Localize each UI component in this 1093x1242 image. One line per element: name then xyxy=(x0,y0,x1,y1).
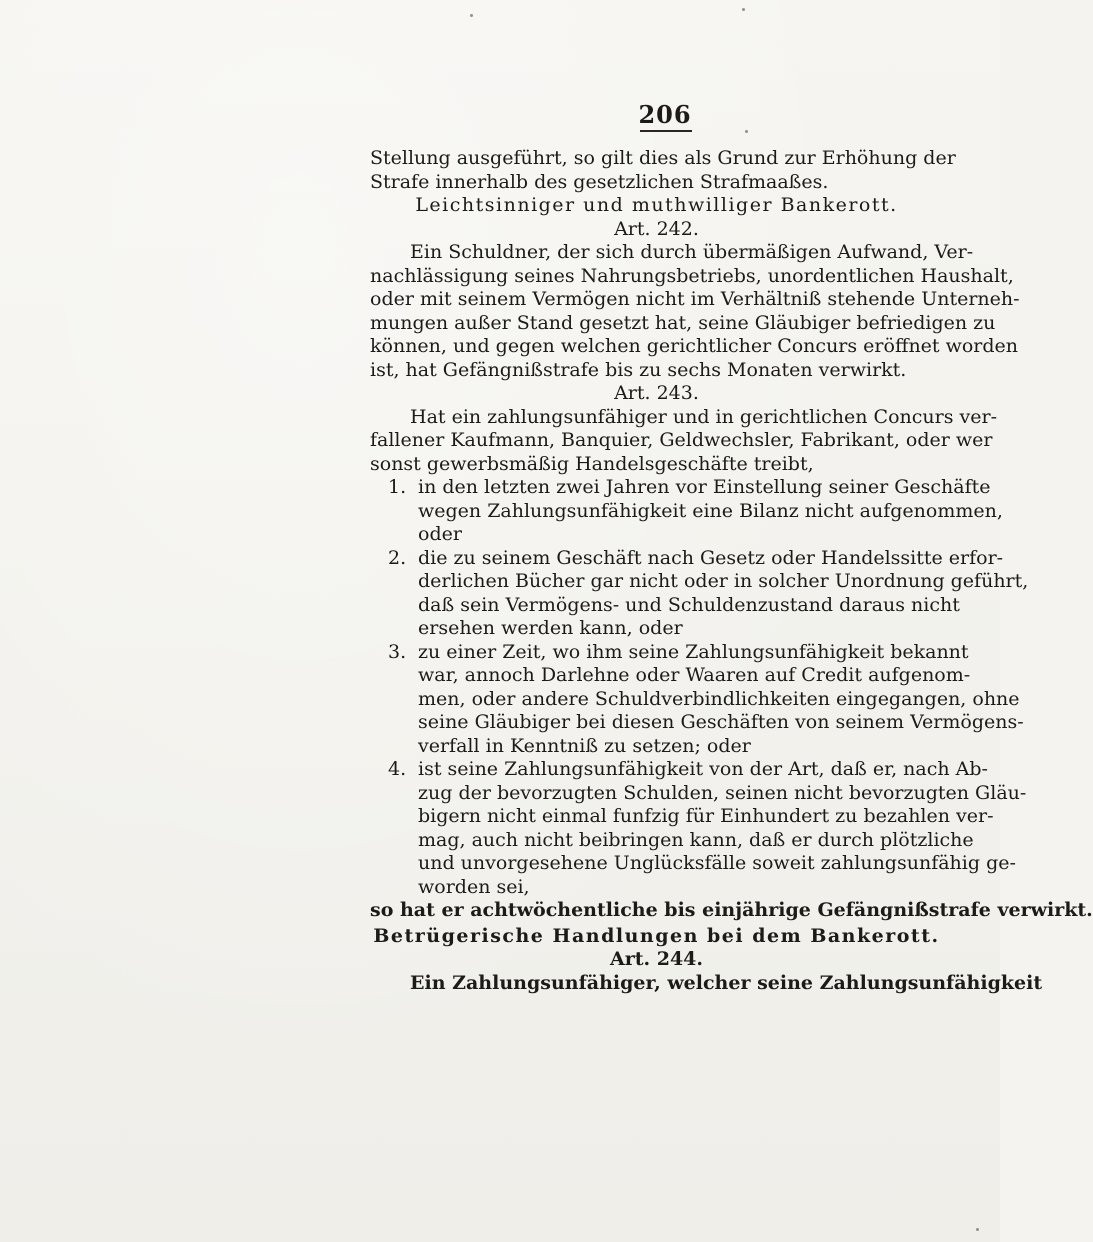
section-heading-leichtsinniger: Leichtsinniger und muthwilliger Bankerott. xyxy=(415,194,898,216)
list-item-line: war, annoch Darlehne oder Waaren auf Credit aufgenom- xyxy=(418,664,971,686)
article-243-closing: so hat er achtwöchentliche bis einjährige Gefängnißstrafe verwirkt. xyxy=(370,899,1093,921)
article-243-line: sonst gewerbsmäßig Handelsgeschäfte treibt, xyxy=(370,452,814,475)
article-242-line: Ein Schuldner, der sich durch übermäßigen Aufwand, Ver- xyxy=(410,241,974,263)
article-243-label: Art. 243. xyxy=(614,382,699,404)
list-item-line: in den letzten zwei Jahren vor Einstellung seiner Geschäfte xyxy=(418,476,991,498)
paper-speck xyxy=(976,1228,979,1231)
list-item-line: daß sein Vermögens- und Schuldenzustand daraus nicht xyxy=(418,593,960,616)
article-242-line: können, und gegen welchen gerichtlicher Concurs eröffnet worden xyxy=(370,335,1019,357)
text-column xyxy=(370,147,1093,995)
list-item-number: 4. xyxy=(388,758,407,780)
paper-speck xyxy=(742,8,745,11)
list-item-number: 2. xyxy=(388,546,407,569)
article-242-line: ist, hat Gefängnißstrafe bis zu sechs Monaten verwirkt. xyxy=(370,358,907,381)
page-number-rule xyxy=(640,130,692,132)
list-item-number: 3. xyxy=(388,640,407,663)
intro-line: Stellung ausgeführt, so gilt dies als Grund zur Erhöhung der xyxy=(370,147,956,169)
list-item-2 xyxy=(370,546,1029,641)
list-item-3 xyxy=(370,640,1024,759)
section-heading-betruegerische: Betrügerische Handlungen bei dem Bankerott. xyxy=(373,924,940,947)
article-244-line: Ein Zahlungsunfähiger, welcher seine Zahlungsunfähigkeit xyxy=(410,971,1043,994)
article-243-line: Hat ein zahlungsunfähiger und in gerichtlichen Concurs ver- xyxy=(410,405,997,428)
article-242-line: oder mit seinem Vermögen nicht im Verhältniß stehende Unterneh- xyxy=(370,288,1020,310)
list-item-line: und unvorgesehene Unglücksfälle soweit zahlungsunfähig ge- xyxy=(418,852,1016,874)
article-242-line: nachlässigung seines Nahrungsbetriebs, unordentlichen Haushalt, xyxy=(370,264,1014,287)
list-item-line: ist seine Zahlungsunfähigkeit von der Art, daß er, nach Ab- xyxy=(418,758,988,780)
list-item-line: derlichen Bücher gar nicht oder in solcher Unordnung geführt, xyxy=(418,570,1029,592)
article-242-line: mungen außer Stand gesetzt hat, seine Gläubiger befriedigen zu xyxy=(370,311,996,334)
paper-speck xyxy=(745,130,748,133)
list-item-line: men, oder andere Schuldverbindlichkeiten eingegangen, ohne xyxy=(418,687,1020,710)
list-item-1 xyxy=(370,476,1003,547)
list-item-4 xyxy=(370,758,1027,899)
article-243-line: fallener Kaufmann, Banquier, Geldwechsler, Fabrikant, oder wer xyxy=(370,429,993,451)
list-item-line: worden sei, xyxy=(418,875,530,898)
paper-speck xyxy=(470,14,473,17)
page-number: 206 xyxy=(638,100,692,129)
list-item-line: ersehen werden kann, oder xyxy=(418,617,683,639)
list-item-line: wegen Zahlungsunfähigkeit eine Bilanz nicht aufgenommen, xyxy=(418,499,1003,522)
list-item-line: oder xyxy=(418,523,462,545)
intro-line: Strafe innerhalb des gesetzlichen Strafmaaßes. xyxy=(370,170,829,193)
list-item-line: verfall in Kenntniß zu setzen; oder xyxy=(418,734,751,757)
list-item-number: 1. xyxy=(388,476,407,498)
article-244-label: Art. 244. xyxy=(609,948,704,970)
article-242-label: Art. 242. xyxy=(614,217,699,240)
list-item-line: seine Gläubiger bei diesen Geschäften von seinem Vermögens- xyxy=(418,711,1024,733)
list-item-line: mag, auch nicht beibringen kann, daß er durch plötzliche xyxy=(418,828,974,851)
list-item-line: zu einer Zeit, wo ihm seine Zahlungsunfähigkeit bekannt xyxy=(418,640,969,663)
list-item-line: die zu seinem Geschäft nach Gesetz oder Handelssitte erfor- xyxy=(418,546,1004,569)
list-item-line: zug der bevorzugten Schulden, seinen nicht bevorzugten Gläu- xyxy=(418,781,1027,804)
list-item-line: bigern nicht einmal funfzig für Einhundert zu bezahlen ver- xyxy=(418,805,994,827)
